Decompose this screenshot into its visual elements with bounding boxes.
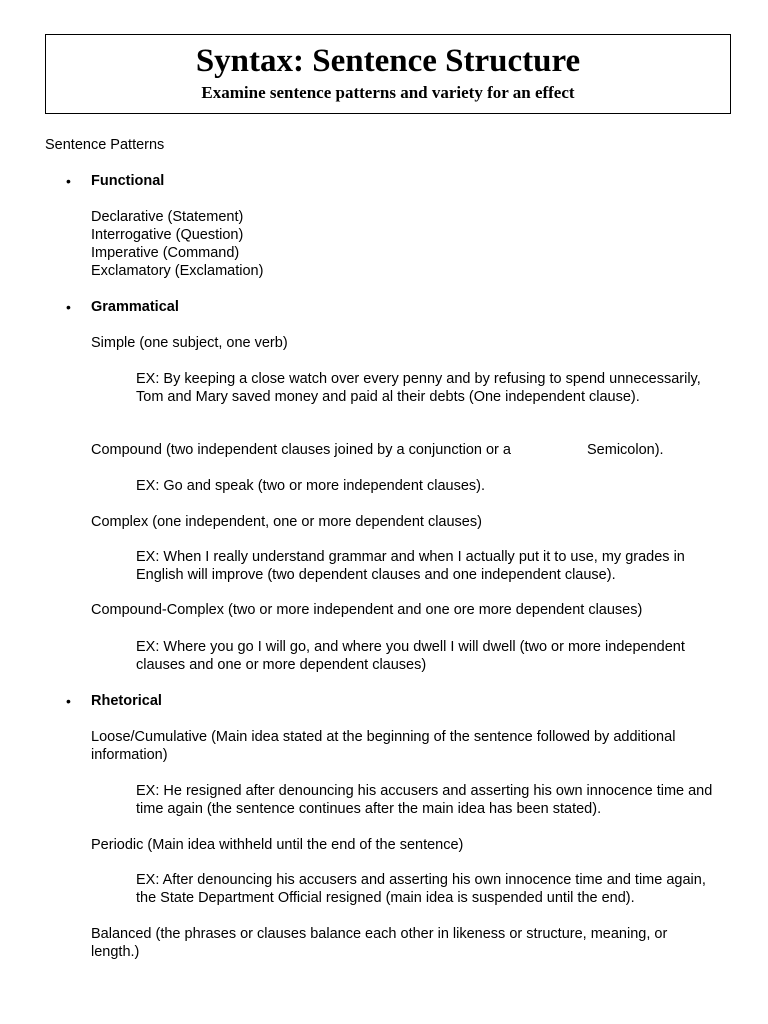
compound-complex-example: EX: Where you go I will go, and where you dwell I will dwell (two or more independent clauses and one or more dependent clauses) [136, 639, 685, 673]
list-item: Imperative (Command) [91, 245, 240, 261]
section-heading-functional: Functional [91, 173, 165, 189]
compound-label-end: Semicolon). [587, 442, 664, 458]
bullet-icon: • [66, 693, 71, 709]
page-title: Syntax: Sentence Structure [195, 43, 581, 79]
section-heading-grammatical: Grammatical [91, 299, 179, 315]
loose-example: EX: He resigned after denouncing his accusers and asserting his own innocence time and time again (the sentence continues after the main idea has been stated). [136, 783, 713, 817]
compound-label: Compound (two independent clauses joined by a conjunction or a [91, 442, 511, 458]
section-heading-rhetorical: Rhetorical [91, 693, 162, 709]
list-item: Interrogative (Question) [91, 227, 244, 243]
balanced-label: Balanced (the phrases or clauses balance each other in likeness or structure, meaning, or length.) [91, 926, 668, 960]
title-box [45, 34, 731, 114]
complex-label: Complex (one independent, one or more dependent clauses) [91, 514, 482, 530]
list-item: Declarative (Statement) [91, 209, 244, 225]
bullet-icon: • [66, 299, 71, 315]
complex-example: EX: When I really understand grammar and when I actually put it to use, my grades in English will improve (two dependent clauses and one independent clause). [136, 549, 685, 583]
intro-text: Sentence Patterns [45, 137, 165, 153]
list-item: Exclamatory (Exclamation) [91, 263, 264, 279]
page-subtitle: Examine sentence patterns and variety for an effect [201, 83, 575, 102]
periodic-label: Periodic (Main idea withheld until the end of the sentence) [91, 837, 464, 853]
compound-complex-label: Compound-Complex (two or more independent and one ore more dependent clauses) [91, 602, 643, 618]
simple-label: Simple (one subject, one verb) [91, 335, 288, 351]
bullet-icon: • [66, 173, 71, 189]
periodic-example: EX: After denouncing his accusers and asserting his own innocence time and time again, the State Department Official resigned (main idea is suspended until the end). [136, 872, 706, 906]
simple-example: EX: By keeping a close watch over every penny and by refusing to spend unnecessarily, Tom and Mary saved money and paid al their debts (One independent clause). [136, 371, 701, 405]
compound-example: EX: Go and speak (two or more independent clauses). [136, 478, 485, 494]
loose-label: Loose/Cumulative (Main idea stated at the beginning of the sentence followed by additional information) [91, 729, 676, 763]
